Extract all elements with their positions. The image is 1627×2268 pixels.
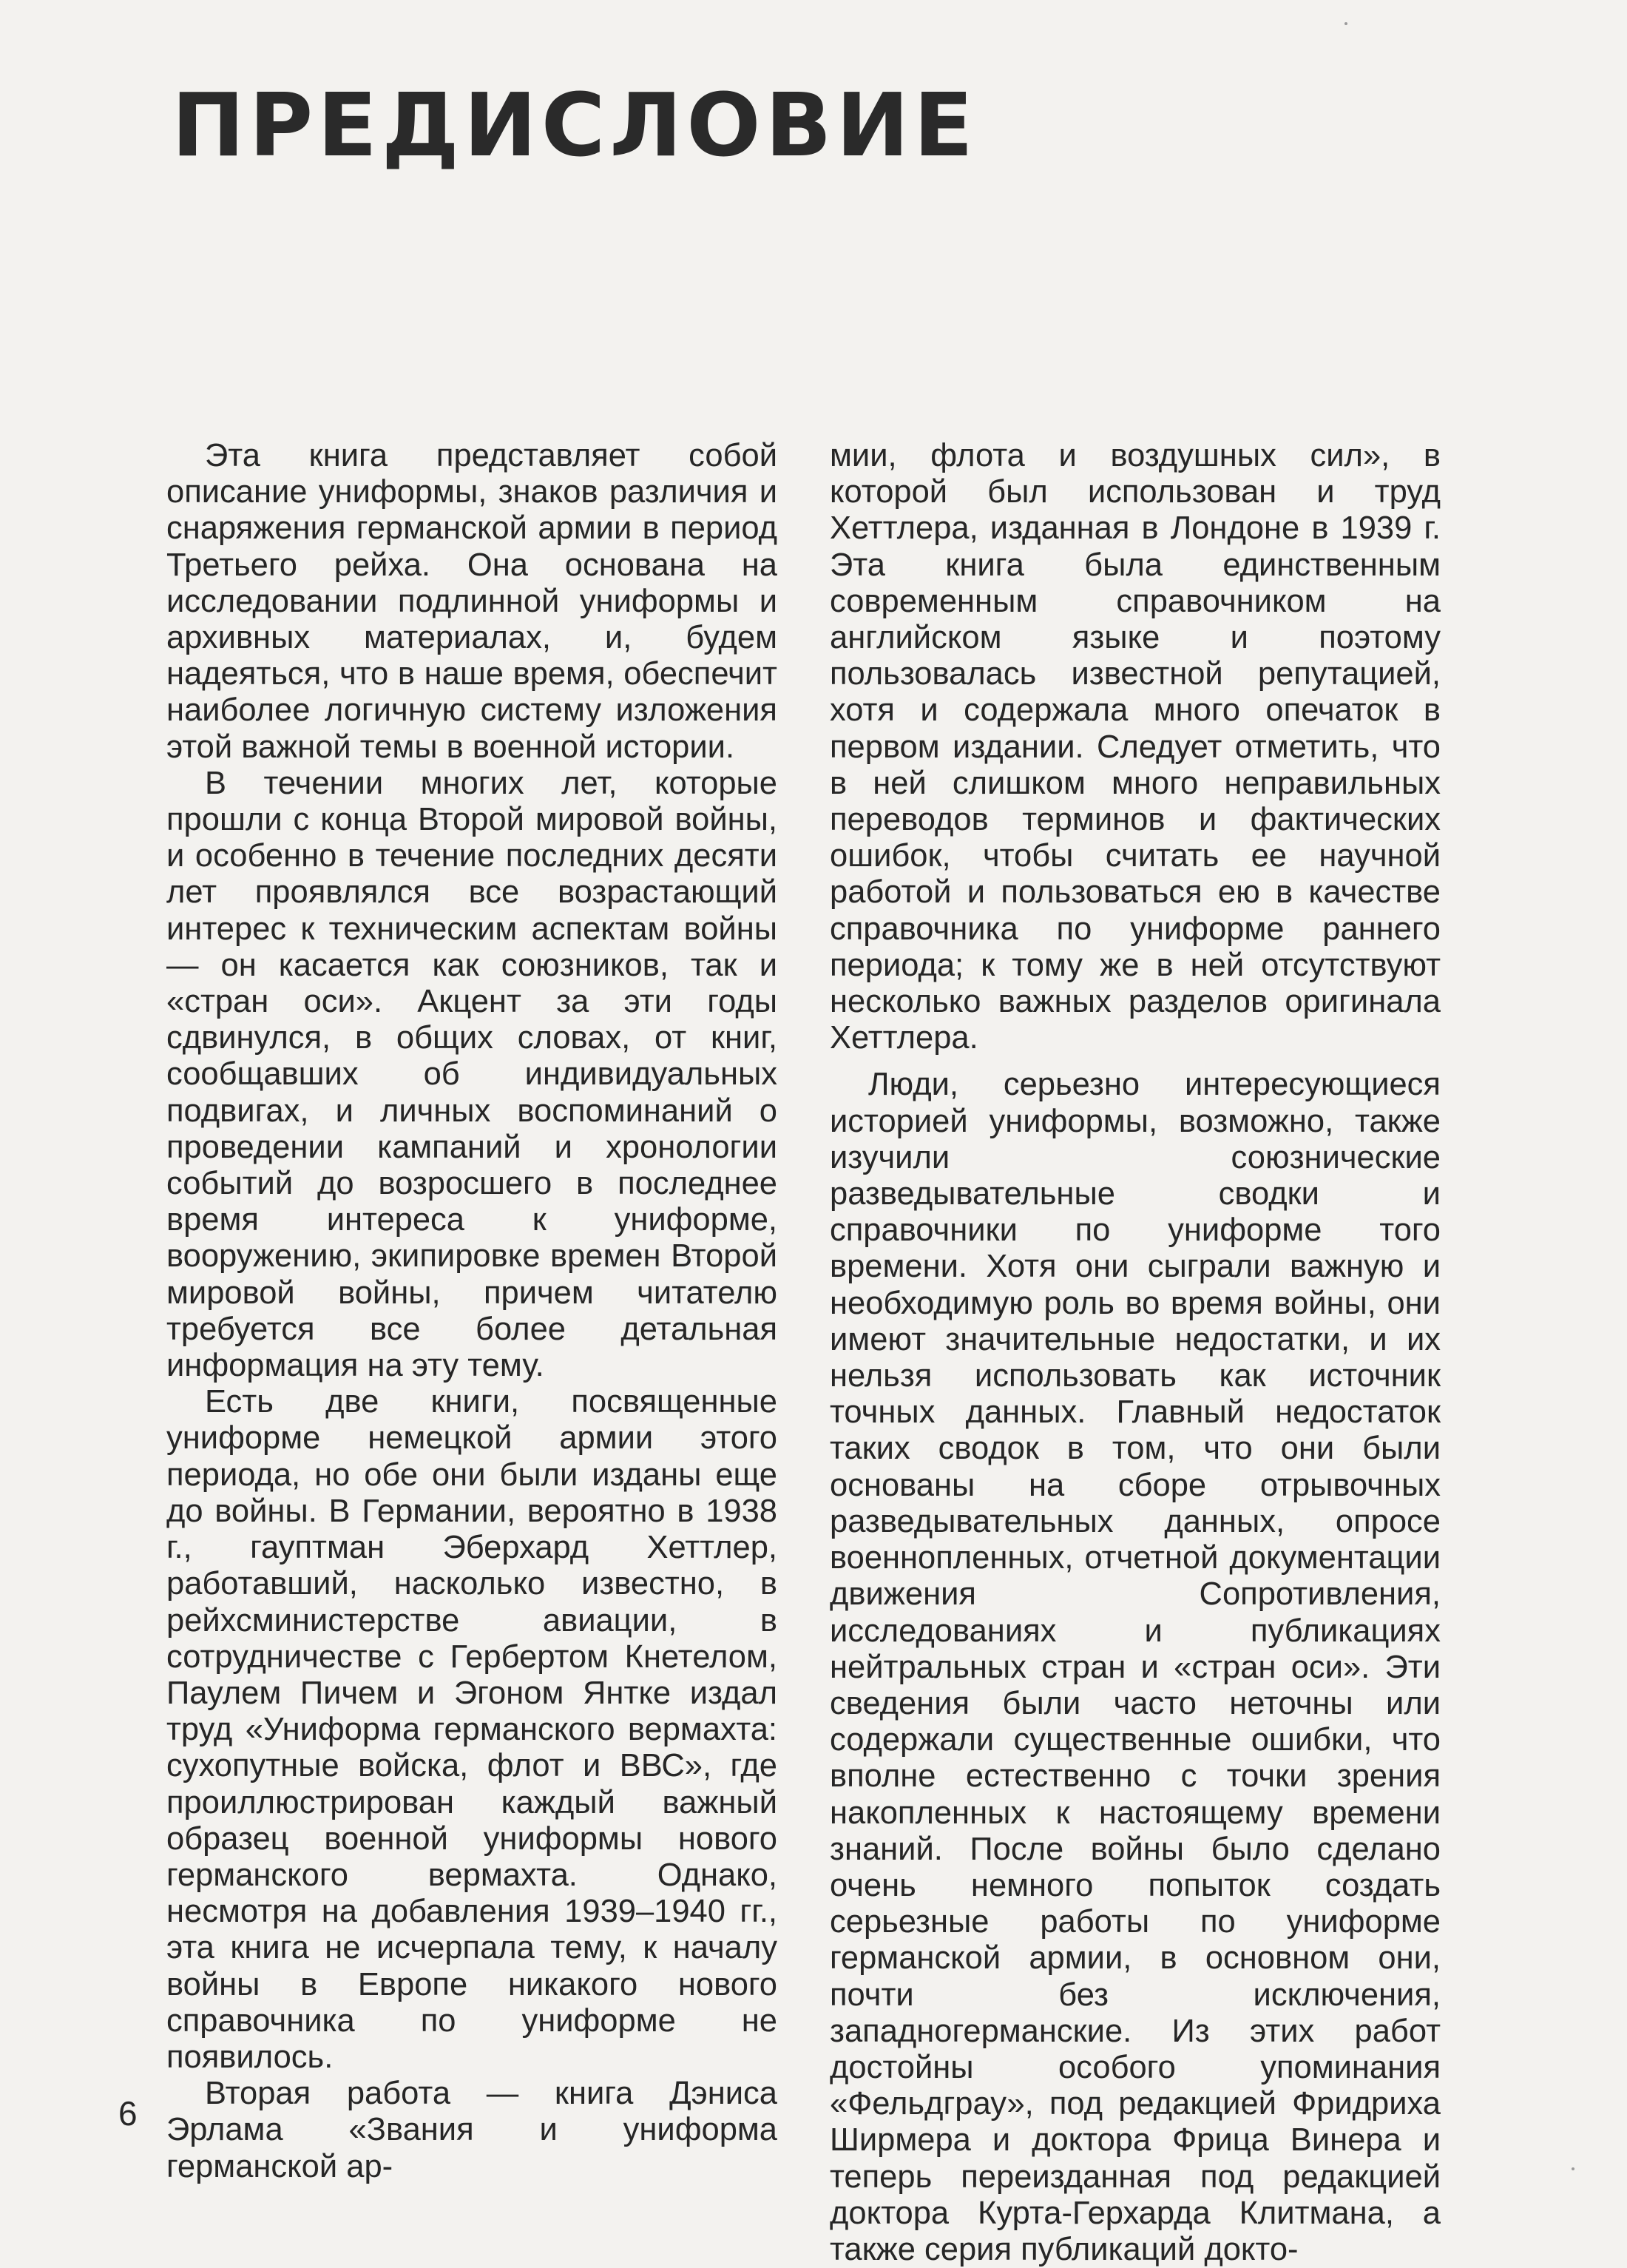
page-number: 6 (118, 2094, 138, 2133)
paragraph: Есть две книги, посвященные униформе немецкой армии этого периода, но обе они были изданы еще до войны. В Германии, вероятно в 1938 г., гауптман Эберхард Хеттлер, работавший, насколько известно, в рейхсминистерстве авиации, в сотрудничестве с Гербертом Кнетелом, Паулем Пичем и Эгоном Янтке издал труд «Униформа германского вермахта: сухопутные войска, флот и ВВС», где проиллюстрирован каждый важный образец военной униформы нового германского вермахта. Однако, несмотря на добавления 1939–1940 гг., эта книга не исчерпала тему, к началу войны в Европе никакого нового справочника по униформе не появилось. (166, 1384, 777, 2075)
right-column (830, 438, 1441, 2268)
paragraph: Эта книга представляет собой описание униформы, знаков различия и снаряжения германской армии в период Третьего рейха. Она основана на исследовании подлинной униформы и архивных материалах, и, будем надеяться, что в наше время, обеспечит наиболее логичную систему изложения этой важной темы в военной истории. (166, 438, 777, 765)
paragraph: Люди, серьезно интересующиеся историей униформы, возможно, также изучили союзнические разведывательные сводки и справочники по униформе того времени. Хотя они сыграли важную и необходимую роль во время войны, они имеют значительные недостатки, и их нельзя использовать как источник точных данных. Главный недостаток таких сводок в том, что они были основаны на сборе отрывочных разведывательных данных, опросе военнопленных, отчетной документации движения Сопротивления, исследованиях и публикациях нейтральных стран и «стран оси». Эти сведения были часто неточны или содержали существенные ошибки, что вполне естественно с точки зрения накопленных к настоящему времени знаний. После войны было сделано очень немного попыток создать серьезные работы по униформе германской армии, в основном они, почти без исключения, западногерманские. Из этих работ достойны особого упоминания «Фельдграу», под редакцией Фридриха Ширмера и доктора Фрица Винера и теперь переизданная под редакцией доктора Курта-Герхарда Клитмана, а также серия публикаций докто- (830, 1067, 1441, 2267)
paragraph: Вторая работа — книга Дэниса Эрлама «Звания и униформа германской ар- (166, 2076, 777, 2184)
paragraph: мии, флота и воздушных сил», в которой был использован и труд Хеттлера, изданная в Лондоне в 1939 г. Эта книга была единственным современным справочником на английском языке и поэтому пользовалась известной репутацией, хотя и содержала много опечаток в первом издании. Следует отметить, что в ней слишком много неправильных переводов терминов и фактических ошибок, чтобы считать ее научной работой и пользоваться ею в качестве справочника по униформе раннего периода; к тому же в ней отсутствуют несколько важных разделов оригинала Хеттлера. (830, 438, 1441, 1056)
paragraph: В течении многих лет, которые прошли с конца Второй мировой войны, и особенно в течение последних десяти лет проявлялся все возрастающий интерес к техническим аспектам войны — он касается как союзников, так и «стран оси». Акцент за эти годы сдвинулся, в общих словах, от книг, сообщавших об индивидуальных подвигах, и личных воспоминаний о проведении кампаний и хронологии событий до возросшего в последнее время интереса к униформе, вооружению, экипировке времен Второй мировой войны, причем читателю требуется все более детальная информация на эту тему. (166, 765, 777, 1384)
left-column (166, 438, 777, 2185)
scan-speck (1344, 22, 1347, 25)
scan-speck (1572, 2167, 1574, 2170)
page-title: ПРЕДИСЛОВИЕ (172, 74, 978, 176)
